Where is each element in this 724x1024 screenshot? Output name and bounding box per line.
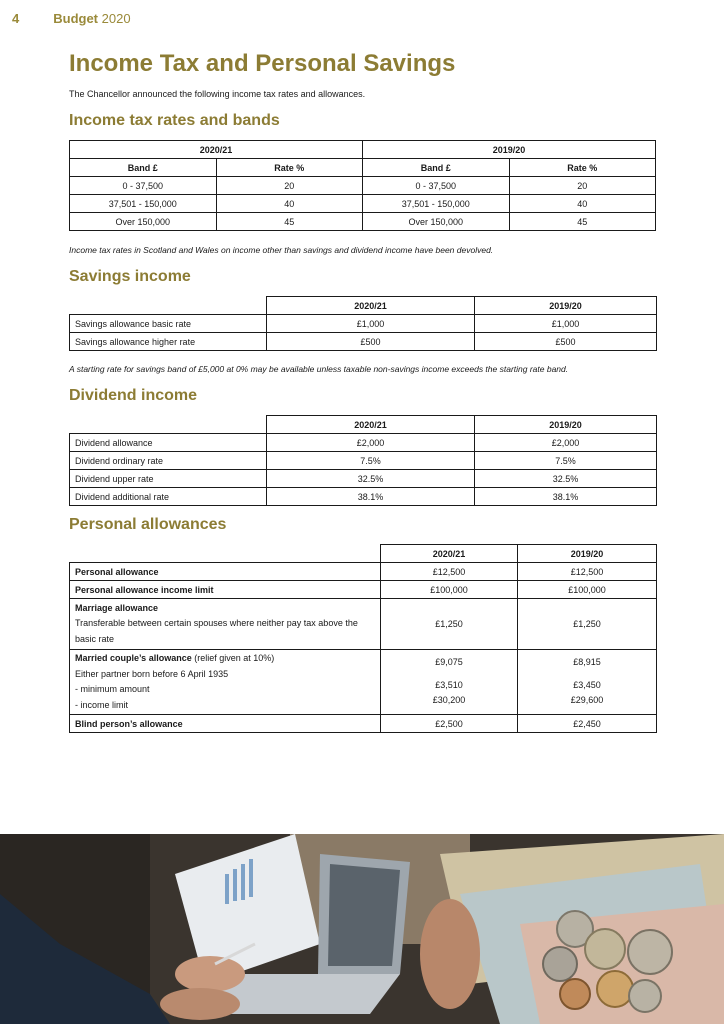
blank-header-cell <box>70 416 267 434</box>
value-cell: £500 <box>267 333 475 351</box>
income-tax-table-block <box>69 140 657 231</box>
row-description: Either partner born before 6 April 1935 <box>75 668 229 679</box>
rate-cell: 40 <box>216 195 363 213</box>
row-label: Married couple’s allowance <box>75 653 192 663</box>
table-row <box>70 650 657 715</box>
value-cell: £30,200 <box>432 695 466 706</box>
income-tax-note: Income tax rates in Scotland and Wales on income other than savings and dividend income have been devolved. <box>69 245 494 255</box>
value-cell: £1,250 <box>518 599 657 650</box>
main-title-block <box>69 50 657 78</box>
hand-holding-notes <box>420 899 480 1009</box>
hand-shape <box>175 956 245 992</box>
row-description: Transferable between certain spouses where neither pay tax above the basic rate <box>75 618 358 644</box>
value-cell: 7.5% <box>267 452 475 470</box>
row-sub-item: - income limit <box>75 699 129 710</box>
dividend-table <box>69 415 657 506</box>
income-tax-note-block <box>69 245 657 255</box>
value-cell: 32.5% <box>475 470 657 488</box>
value-cell: £2,000 <box>475 434 657 452</box>
row-label: Dividend allowance <box>70 434 267 452</box>
row-label: Blind person’s allowance <box>70 715 381 733</box>
savings-note-block <box>69 364 657 374</box>
table-row <box>70 333 657 351</box>
income-tax-table <box>69 140 656 231</box>
year-header-b: 2019/20 <box>475 416 657 434</box>
table-row <box>70 213 656 231</box>
value-cell: £1,000 <box>267 315 475 333</box>
table-row <box>70 599 657 650</box>
value-cell: £100,000 <box>381 581 518 599</box>
rate-cell: 40 <box>509 195 656 213</box>
table-row <box>70 488 657 506</box>
personal-allowances-table <box>69 544 657 733</box>
band-cell: 0 - 37,500 <box>363 177 510 195</box>
value-cell: £1,250 <box>381 599 518 650</box>
year-header-b: 2019/20 <box>518 545 657 563</box>
row-label-suffix: (relief given at 10%) <box>191 653 275 663</box>
rate-cell: 45 <box>509 213 656 231</box>
value-cell: £3,510 <box>435 679 463 690</box>
value-cell: £12,500 <box>518 563 657 581</box>
table-row <box>70 470 657 488</box>
value-cell: £2,450 <box>518 715 657 733</box>
table-row <box>70 581 657 599</box>
income-tax-heading: Income tax rates and bands <box>69 112 280 129</box>
row-sub-item: - minimum amount <box>75 684 150 694</box>
personal-heading: Personal allowances <box>69 516 227 533</box>
table-row <box>70 715 657 733</box>
row-label: Savings allowance higher rate <box>70 333 267 351</box>
page-title: Income Tax and Personal Savings <box>69 50 456 77</box>
savings-heading-block <box>69 268 657 286</box>
value-cell: £2,500 <box>381 715 518 733</box>
column-header: Band £ <box>363 159 510 177</box>
row-label: Personal allowance <box>70 563 381 581</box>
value-cell: 38.1% <box>267 488 475 506</box>
document-title <box>53 11 130 26</box>
year-header-a: 2020/21 <box>267 297 475 315</box>
band-cell: 37,501 - 150,000 <box>363 195 510 213</box>
document-title-bold: Budget <box>53 11 99 26</box>
savings-table-block <box>69 296 657 351</box>
band-cell: 37,501 - 150,000 <box>70 195 217 213</box>
table-row <box>70 177 656 195</box>
table-row <box>70 434 657 452</box>
table-row <box>70 452 657 470</box>
row-label: Dividend additional rate <box>70 488 267 506</box>
value-cell: £2,000 <box>267 434 475 452</box>
rate-cell: 20 <box>216 177 363 195</box>
document-title-year: 2020 <box>101 11 131 26</box>
savings-heading: Savings income <box>69 268 191 285</box>
value-cell: 38.1% <box>475 488 657 506</box>
personal-table-block <box>69 544 657 733</box>
married-couple-values-b <box>518 650 657 715</box>
dividend-heading-block <box>69 387 657 405</box>
row-label: Dividend upper rate <box>70 470 267 488</box>
page-header <box>12 11 131 26</box>
year-header-a: 2020/21 <box>70 141 363 159</box>
intro-text: The Chancellor announced the following income tax rates and allowances. <box>69 89 366 99</box>
year-header-b: 2019/20 <box>363 141 656 159</box>
row-label: Dividend ordinary rate <box>70 452 267 470</box>
value-cell: £9,075 <box>435 657 463 668</box>
rate-cell: 45 <box>216 213 363 231</box>
personal-heading-block <box>69 516 657 534</box>
band-cell: 0 - 37,500 <box>70 177 217 195</box>
column-header: Rate % <box>509 159 656 177</box>
married-couple-values-a <box>381 650 518 715</box>
value-cell: £12,500 <box>381 563 518 581</box>
value-cell: £29,600 <box>570 695 604 706</box>
year-header-a: 2020/21 <box>381 545 518 563</box>
income-tax-heading-block <box>69 112 657 130</box>
row-label: Savings allowance basic rate <box>70 315 267 333</box>
intro-block <box>69 89 657 99</box>
row-label: Personal allowance income limit <box>70 581 381 599</box>
finance-photo-banner <box>0 834 724 1024</box>
blank-header-cell <box>70 545 381 563</box>
dividend-heading: Dividend income <box>69 387 198 404</box>
value-cell: £1,000 <box>475 315 657 333</box>
finance-photo-illustration <box>0 834 724 1024</box>
marriage-allowance-cell <box>70 599 381 650</box>
band-cell: Over 150,000 <box>363 213 510 231</box>
table-row <box>70 563 657 581</box>
column-header: Rate % <box>216 159 363 177</box>
value-cell: £3,450 <box>573 679 601 690</box>
page-number: 4 <box>12 11 20 26</box>
column-header: Band £ <box>70 159 217 177</box>
value-cell: £100,000 <box>518 581 657 599</box>
table-row <box>70 315 657 333</box>
year-header-a: 2020/21 <box>267 416 475 434</box>
value-cell: 32.5% <box>267 470 475 488</box>
savings-table <box>69 296 657 351</box>
table-row <box>70 195 656 213</box>
value-cell: £8,915 <box>573 657 601 668</box>
row-label: Marriage allowance <box>75 602 159 613</box>
married-couple-title <box>75 651 375 667</box>
rate-cell: 20 <box>509 177 656 195</box>
savings-note: A starting rate for savings band of £5,000 at 0% may be available unless taxable non-savings income exceeds the starting rate band. <box>69 364 569 374</box>
blank-header-cell <box>70 297 267 315</box>
dividend-table-block <box>69 415 657 506</box>
year-header-b: 2019/20 <box>475 297 657 315</box>
band-cell: Over 150,000 <box>70 213 217 231</box>
value-cell: £500 <box>475 333 657 351</box>
married-couple-cell <box>70 650 381 715</box>
value-cell: 7.5% <box>475 452 657 470</box>
